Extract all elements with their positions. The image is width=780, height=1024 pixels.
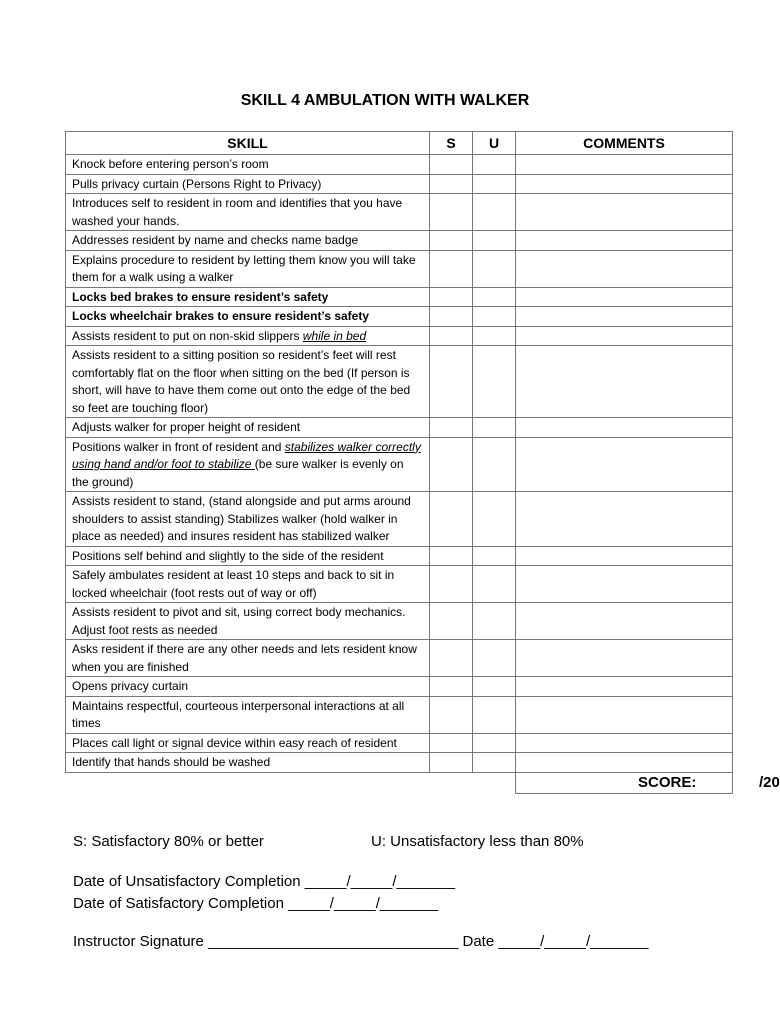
s-checkbox-cell[interactable] — [430, 492, 473, 547]
skill-text: Explains procedure to resident by letting them know you will take them for a walk using a walker — [72, 252, 416, 284]
comments-cell[interactable] — [516, 346, 733, 418]
u-checkbox-cell[interactable] — [473, 437, 516, 492]
skill-text: Introduces self to resident in room and identifies that you have washed your hands. — [72, 196, 403, 228]
comments-cell[interactable] — [516, 418, 733, 438]
table-row — [66, 566, 733, 603]
comments-cell[interactable] — [516, 326, 733, 346]
skill-text: Assists resident to put on non-skid slippers — [72, 328, 303, 343]
skill-text: while in bed — [302, 328, 367, 343]
comments-cell[interactable] — [516, 696, 733, 733]
u-checkbox-cell[interactable] — [473, 326, 516, 346]
u-checkbox-cell[interactable] — [473, 677, 516, 697]
comments-cell[interactable] — [516, 640, 733, 677]
skills-checklist-table — [65, 131, 780, 794]
comments-cell[interactable] — [516, 155, 733, 175]
table-row — [66, 326, 733, 346]
score-total: /20 — [759, 773, 780, 791]
comments-cell[interactable] — [516, 231, 733, 251]
s-checkbox-cell[interactable] — [430, 546, 473, 566]
u-checkbox-cell[interactable] — [473, 566, 516, 603]
skill-text: Addresses resident by name and checks name badge — [72, 233, 359, 247]
table-row — [66, 677, 733, 697]
instructor-signature-line: Instructor Signature ______________________________ Date _____/_____/_______ — [73, 933, 649, 950]
satisfactory-completion-date: Date of Satisfactory Completion _____/_____/_______ — [73, 895, 439, 912]
u-checkbox-cell[interactable] — [473, 418, 516, 438]
skill-text: Maintains respectful, courteous interpersonal interactions at all times — [72, 698, 405, 730]
s-checkbox-cell[interactable] — [430, 640, 473, 677]
table-row — [66, 753, 733, 773]
skill-text: Pulls privacy curtain (Persons Right to Privacy) — [72, 176, 322, 191]
u-checkbox-cell[interactable] — [473, 753, 516, 773]
skill-text: (be sure walker is evenly on the ground) — [72, 457, 404, 489]
skill-text: Places call light or signal device within easy reach of resident — [72, 735, 397, 750]
skill-text: Locks wheelchair brakes to ensure resident’s safety — [72, 309, 370, 323]
score-row — [66, 772, 733, 793]
table-row — [66, 346, 733, 418]
u-checkbox-cell[interactable] — [473, 155, 516, 175]
skill-cell — [66, 174, 430, 194]
skill-cell — [66, 231, 430, 251]
comments-cell[interactable] — [516, 194, 733, 231]
skill-cell — [66, 307, 430, 327]
table-row — [66, 194, 733, 231]
u-column-header: U — [473, 132, 516, 155]
u-checkbox-cell[interactable] — [473, 307, 516, 327]
skill-cell — [66, 155, 430, 175]
s-checkbox-cell[interactable] — [430, 307, 473, 327]
skill-cell — [66, 250, 430, 287]
comments-cell[interactable] — [516, 733, 733, 753]
skill-cell — [66, 346, 430, 418]
skill-text: Opens privacy curtain — [72, 679, 189, 693]
u-checkbox-cell[interactable] — [473, 250, 516, 287]
s-checkbox-cell[interactable] — [430, 566, 473, 603]
s-checkbox-cell[interactable] — [430, 418, 473, 438]
skill-cell — [66, 696, 430, 733]
s-checkbox-cell[interactable] — [430, 194, 473, 231]
s-checkbox-cell[interactable] — [430, 250, 473, 287]
table-row — [66, 418, 733, 438]
comments-cell[interactable] — [516, 492, 733, 547]
u-checkbox-cell[interactable] — [473, 603, 516, 640]
comments-cell[interactable] — [516, 437, 733, 492]
skill-cell — [66, 546, 430, 566]
satisfactory-legend: S: Satisfactory 80% or better — [73, 833, 264, 850]
skill-cell — [66, 326, 430, 346]
page-title: SKILL 4 AMBULATION WITH WALKER — [240, 92, 530, 109]
s-checkbox-cell[interactable] — [430, 326, 473, 346]
s-checkbox-cell[interactable] — [430, 733, 473, 753]
s-checkbox-cell[interactable] — [430, 753, 473, 773]
comments-cell[interactable] — [516, 603, 733, 640]
table-row — [66, 155, 733, 175]
table-row — [66, 307, 733, 327]
unsatisfactory-legend: U: Unsatisfactory less than 80% — [371, 833, 584, 850]
skill-text: Asks resident if there are any other needs and lets resident know when you are finished — [72, 642, 417, 674]
skill-text: Assists resident to stand, (stand alongside and put arms around shoulders to assist standing) Stabilizes walker (hold walker in place as needed) and insures resident has stabilized walker — [72, 494, 411, 543]
skill-text: Positions self behind and slightly to the side of the resident — [72, 548, 384, 563]
u-checkbox-cell[interactable] — [473, 733, 516, 753]
u-checkbox-cell[interactable] — [473, 640, 516, 677]
skill-cell — [66, 677, 430, 697]
comments-cell[interactable] — [516, 753, 733, 773]
skill-cell — [66, 492, 430, 547]
skill-text: Positions walker in front of resident and — [72, 439, 285, 454]
u-checkbox-cell[interactable] — [473, 546, 516, 566]
s-checkbox-cell[interactable] — [430, 603, 473, 640]
u-checkbox-cell[interactable] — [473, 231, 516, 251]
score-label: SCORE: — [638, 773, 697, 791]
table-row — [66, 250, 733, 287]
table-row — [66, 437, 733, 492]
skill-cell — [66, 566, 430, 603]
comments-cell[interactable] — [516, 566, 733, 603]
skill-cell — [66, 753, 430, 773]
table-row — [66, 492, 733, 547]
table-header-row — [66, 132, 733, 155]
s-checkbox-cell[interactable] — [430, 437, 473, 492]
table-row — [66, 696, 733, 733]
table-row — [66, 640, 733, 677]
s-checkbox-cell[interactable] — [430, 346, 473, 418]
skill-cell — [66, 437, 430, 492]
s-checkbox-cell[interactable] — [430, 677, 473, 697]
comments-cell[interactable] — [516, 287, 733, 307]
s-checkbox-cell[interactable] — [430, 174, 473, 194]
skill-cell — [66, 194, 430, 231]
u-checkbox-cell[interactable] — [473, 287, 516, 307]
skill-cell — [66, 640, 430, 677]
skill-cell — [66, 603, 430, 640]
unsatisfactory-completion-date: Date of Unsatisfactory Completion _____/_____/_______ — [73, 873, 455, 890]
comments-cell[interactable] — [516, 250, 733, 287]
score-cell — [516, 772, 780, 793]
u-checkbox-cell[interactable] — [473, 492, 516, 547]
skill-column-header: SKILL — [66, 132, 430, 155]
table-row — [66, 603, 733, 640]
skill-text: stabilizes walker correctly using hand and/or foot to stabilize — [72, 439, 421, 471]
skill-text: Knock before entering person’s room — [72, 157, 269, 171]
skill-text: Assists resident to a sitting position so resident’s feet will rest comfortably flat on the floor when sitting on the bed (If person is short, will have to have them come out onto the edge of the bed so feet are touching floor) — [72, 348, 411, 415]
s-checkbox-cell[interactable] — [430, 155, 473, 175]
skill-text: Identify that hands should be washed — [72, 755, 271, 769]
table-row — [66, 733, 733, 753]
skill-text: Assists resident to pivot and sit, using correct body mechanics. Adjust foot rests as needed — [72, 605, 406, 637]
table-row — [66, 174, 733, 194]
skill-cell — [66, 287, 430, 307]
comments-cell[interactable] — [516, 307, 733, 327]
skill-text: Safely ambulates resident at least 10 steps and back to sit in locked wheelchair (foot rests out of way or off) — [72, 568, 395, 600]
u-checkbox-cell[interactable] — [473, 696, 516, 733]
u-checkbox-cell[interactable] — [473, 346, 516, 418]
table-row — [66, 287, 733, 307]
skill-text: Adjusts walker for proper height of resident — [72, 420, 301, 434]
u-checkbox-cell[interactable] — [473, 174, 516, 194]
s-checkbox-cell[interactable] — [430, 231, 473, 251]
comments-cell[interactable] — [516, 677, 733, 697]
comments-column-header: COMMENTS — [516, 132, 733, 155]
s-checkbox-cell[interactable] — [430, 287, 473, 307]
comments-cell[interactable] — [516, 546, 733, 566]
skill-text: Locks bed brakes to ensure resident’s safety — [72, 289, 329, 304]
u-checkbox-cell[interactable] — [473, 194, 516, 231]
table-row — [66, 546, 733, 566]
skill-cell — [66, 418, 430, 438]
s-column-header: S — [430, 132, 473, 155]
table-row — [66, 231, 733, 251]
skill-cell — [66, 733, 430, 753]
s-checkbox-cell[interactable] — [430, 696, 473, 733]
comments-cell[interactable] — [516, 174, 733, 194]
